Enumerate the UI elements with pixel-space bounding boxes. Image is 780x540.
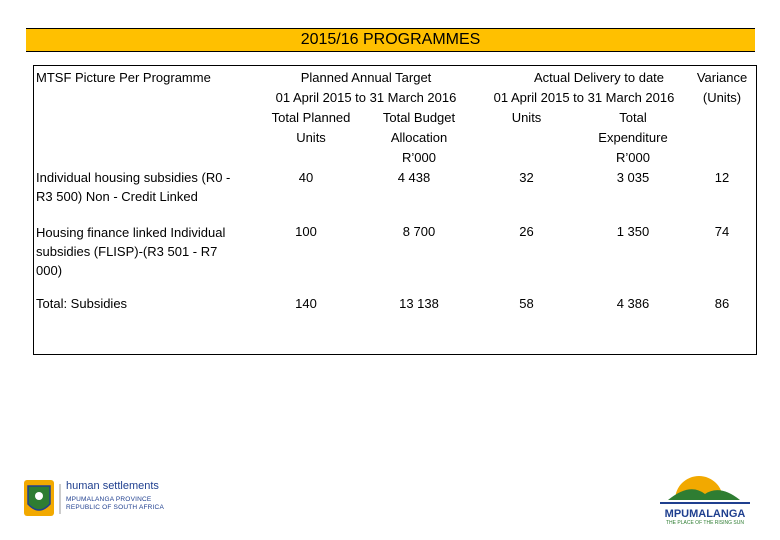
logo-tagline: THE PLACE OF THE RISING SUN bbox=[666, 520, 744, 526]
programmes-table bbox=[33, 65, 757, 355]
header-actual-1: Actual Delivery to date bbox=[533, 70, 665, 85]
header-total-expenditure-1: Total bbox=[619, 110, 647, 125]
human-settlements-logo bbox=[22, 478, 182, 520]
page-title: 2015/16 PROGRAMMES bbox=[26, 28, 755, 52]
header-programme: MTSF Picture Per Programme bbox=[36, 70, 211, 85]
row-1-budget: 4 438 bbox=[397, 170, 431, 185]
row-3-budget: 13 138 bbox=[399, 296, 439, 311]
rising-sun-icon bbox=[650, 470, 760, 510]
row-1-planned-units: 40 bbox=[298, 170, 314, 185]
row-3-units: 58 bbox=[519, 296, 534, 311]
row-2-variance: 74 bbox=[714, 224, 730, 239]
header-variance-2: (Units) bbox=[702, 90, 742, 105]
row-2-label-3: 000) bbox=[36, 263, 63, 278]
row-3-expenditure: 4 386 bbox=[616, 296, 650, 311]
logo-name: MPUMALANGA bbox=[664, 508, 746, 520]
row-3-planned-units: 140 bbox=[295, 296, 317, 311]
logo-line-2: MPUMALANGA PROVINCE bbox=[66, 496, 152, 503]
header-planned-2: 01 April 2015 to 31 March 2016 bbox=[275, 90, 457, 105]
row-2-label-2: subsidies (FLISP)-(R3 501 - R7 bbox=[36, 244, 218, 259]
header-total-planned-2: Units bbox=[296, 130, 326, 145]
header-variance-1: Variance bbox=[696, 70, 748, 85]
header-total-budget-2: Allocation bbox=[390, 130, 448, 145]
header-total-expenditure-2: Expenditure bbox=[598, 130, 668, 145]
header-actual-2: 01 April 2015 to 31 March 2016 bbox=[493, 90, 675, 105]
row-3-label-1: Total: Subsidies bbox=[36, 296, 128, 311]
header-units: Units bbox=[511, 110, 542, 125]
row-2-units: 26 bbox=[519, 224, 534, 239]
header-total-expenditure-3: R’000 bbox=[616, 150, 650, 165]
header-total-planned-1: Total Planned bbox=[271, 110, 351, 125]
mpumalanga-logo bbox=[650, 470, 760, 525]
header-planned-1: Planned Annual Target bbox=[300, 70, 432, 85]
header-total-budget-3: R’000 bbox=[402, 150, 436, 165]
row-2-planned-units: 100 bbox=[295, 224, 317, 239]
row-1-label-1: Individual housing subsidies (R0 - bbox=[36, 170, 231, 185]
row-1-variance: 12 bbox=[714, 170, 730, 185]
row-1-label-2: R3 500) Non - Credit Linked bbox=[36, 189, 198, 204]
row-2-label-1: Housing finance linked Individual bbox=[36, 225, 226, 240]
row-1-expenditure: 3 035 bbox=[616, 170, 650, 185]
row-2-budget: 8 700 bbox=[402, 224, 436, 239]
row-1-units: 32 bbox=[519, 170, 534, 185]
header-total-budget-1: Total Budget bbox=[382, 110, 456, 125]
row-3-variance: 86 bbox=[714, 296, 730, 311]
row-2-expenditure: 1 350 bbox=[616, 224, 650, 239]
logo-line-3: REPUBLIC OF SOUTH AFRICA bbox=[66, 504, 164, 511]
logo-line-1: human settlements bbox=[66, 480, 159, 492]
